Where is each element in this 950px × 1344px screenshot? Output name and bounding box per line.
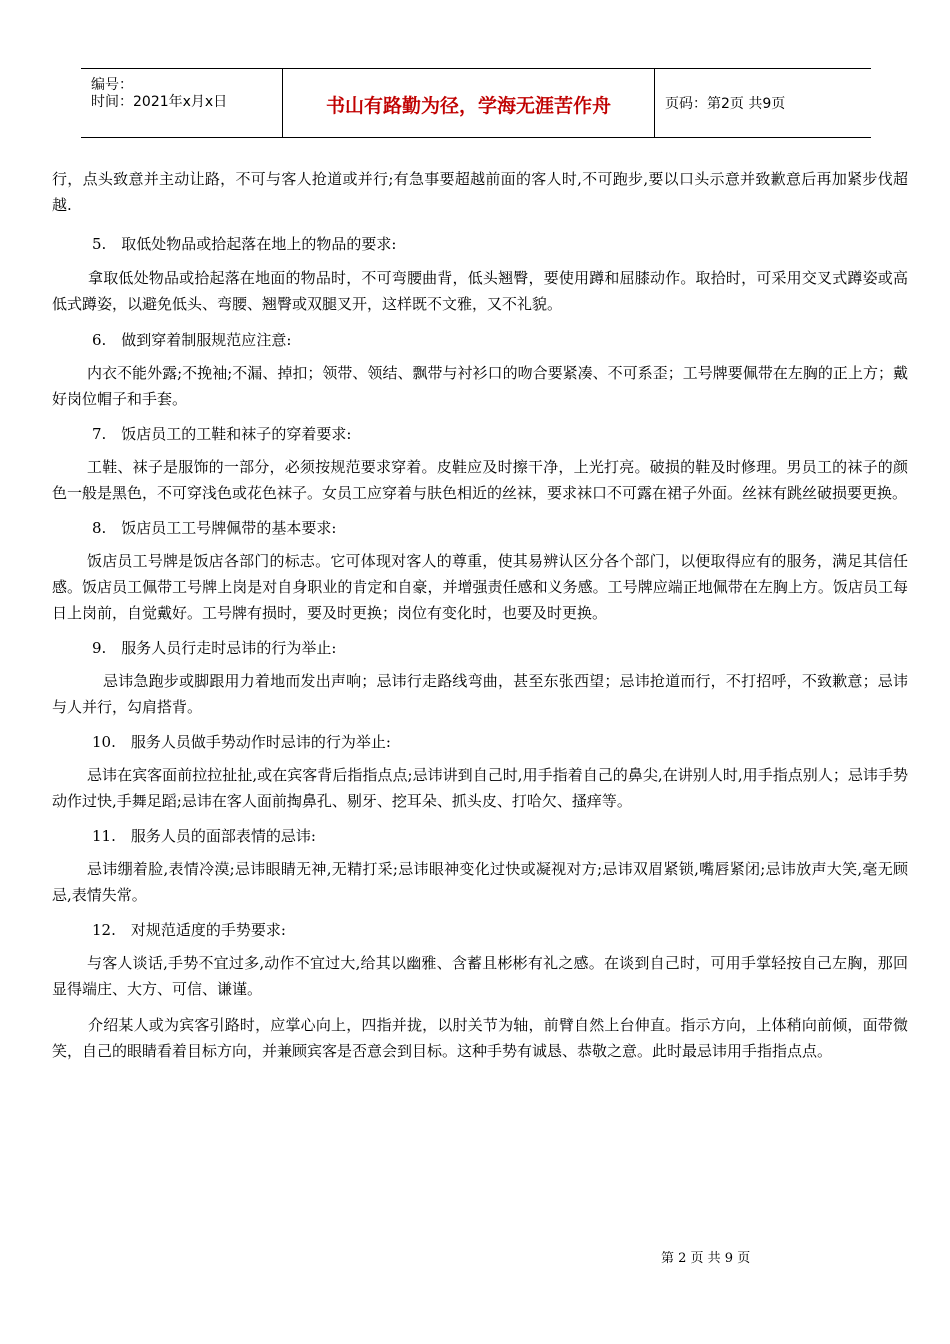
section-paragraph-7: 工鞋、袜子是服饰的一部分，必须按规范要求穿着。皮鞋应及时擦干净，上光打亮。破损的鞋及时修理。男员工的袜子的颜色一般是黑色，不可穿浅色或花色袜子。女员工应穿着与肤色相近的丝袜，要求袜口不可露在裙子外面。丝袜有跳丝破损要更换。 bbox=[52, 458, 908, 502]
section-paragraph-8: 饭店员工号牌是饭店各部门的标志。它可体现对客人的尊重，使其易辨认区分各个部门，以便取得应有的服务，满足其信任感。饭店员工佩带工号牌上岗是对自身职业的肯定和自豪，并增强责任感和义务感。工号牌应端正地佩带在左胸上方。饭店员工每日上岗前，自觉戴好。工号牌有损时，要及时更换；岗位有变化时，也要及时更换。 bbox=[52, 552, 908, 622]
page-header bbox=[81, 68, 871, 138]
document-date-label: 时间：2021年x月x日 bbox=[91, 94, 228, 110]
document-number-label: 编号： bbox=[91, 77, 133, 93]
section-paragraph-9: 忌讳急跑步或脚跟用力着地而发出声响；忌讳行走路线弯曲，甚至东张西望；忌讳抢道而行，不打招呼，不致歉意；忌讳与人并行，勾肩搭背。 bbox=[52, 672, 908, 716]
paragraph-intro: 行，点头致意并主动让路，不可与客人抢道或并行;有急事要超越前面的客人时,不可跑步,要以口头示意并致歉意后再加紧步伐超越. bbox=[52, 170, 908, 214]
section-paragraph-12a: 与客人谈话,手势不宜过多,动作不宜过大,给其以幽雅、含蓄且彬彬有礼之感。在谈到自己时，可用手掌轻按自己左胸，那回显得端庄、大方、可信、谦谨。 bbox=[52, 954, 908, 998]
section-heading-11: 11. 服务人员的面部表情的忌讳: bbox=[92, 827, 316, 845]
section-heading-12: 12. 对规范适度的手势要求: bbox=[92, 921, 286, 939]
section-paragraph-10: 忌讳在宾客面前拉拉扯扯,或在宾客背后指指点点;忌讳讲到自己时,用手指着自己的鼻尖,在讲别人时,用手指点别人；忌讳手势动作过快,手舞足蹈;忌讳在客人面前掏鼻孔、剔牙、挖耳朵、抓头皮、打哈欠、搔痒等。 bbox=[52, 766, 908, 810]
header-page-label: 页码：第2页 共9页 bbox=[665, 96, 786, 112]
section-heading-6: 6. 做到穿着制服规范应注意: bbox=[92, 331, 292, 349]
header-divider-right bbox=[654, 69, 655, 137]
section-paragraph-11: 忌讳绷着脸,表情冷漠;忌讳眼睛无神,无精打采;忌讳眼神变化过快或凝视对方;忌讳双眉紧锁,嘴唇紧闭;忌讳放声大笑,毫无顾忌,表情失常。 bbox=[52, 860, 908, 904]
section-heading-10: 10. 服务人员做手势动作时忌讳的行为举止: bbox=[92, 733, 391, 751]
header-motto: 书山有路勤为径，学海无涯苦作舟 bbox=[325, 95, 611, 117]
section-paragraph-12b: 介绍某人或为宾客引路时，应掌心向上，四指并拢，以肘关节为轴，前臂自然上台伸直。指示方向，上体稍向前倾，面带微笑，自己的眼睛看着目标方向，并兼顾宾客是否意会到目标。这种手势有诚恳、恭敬之意。此时最忌讳用手指指点点。 bbox=[52, 1016, 908, 1060]
section-heading-5: 5. 取低处物品或拾起落在地上的物品的要求: bbox=[92, 235, 397, 253]
section-heading-8: 8. 饭店员工工号牌佩带的基本要求: bbox=[92, 519, 337, 537]
section-heading-7: 7. 饭店员工的工鞋和袜子的穿着要求: bbox=[92, 425, 352, 443]
section-heading-9: 9. 服务人员行走时忌讳的行为举止: bbox=[92, 639, 337, 657]
motto-cell bbox=[283, 69, 654, 137]
section-paragraph-6: 内衣不能外露;不挽袖;不漏、掉扣；领带、领结、飘带与衬衫口的吻合要紧凑、不可系歪；工号牌要佩带在左胸的正上方；戴好岗位帽子和手套。 bbox=[52, 364, 908, 408]
page-footer: 第 2 页 共 9 页 bbox=[661, 1251, 751, 1266]
section-paragraph-5: 拿取低处物品或拾起落在地面的物品时，不可弯腰曲背，低头翘臀，要使用蹲和屈膝动作。取拾时，可采用交叉式蹲姿或高低式蹲姿，以避免低头、弯腰、翘臀或双腿叉开，这样既不文雅，又不礼貌。 bbox=[52, 269, 908, 313]
document-body bbox=[52, 166, 908, 1064]
